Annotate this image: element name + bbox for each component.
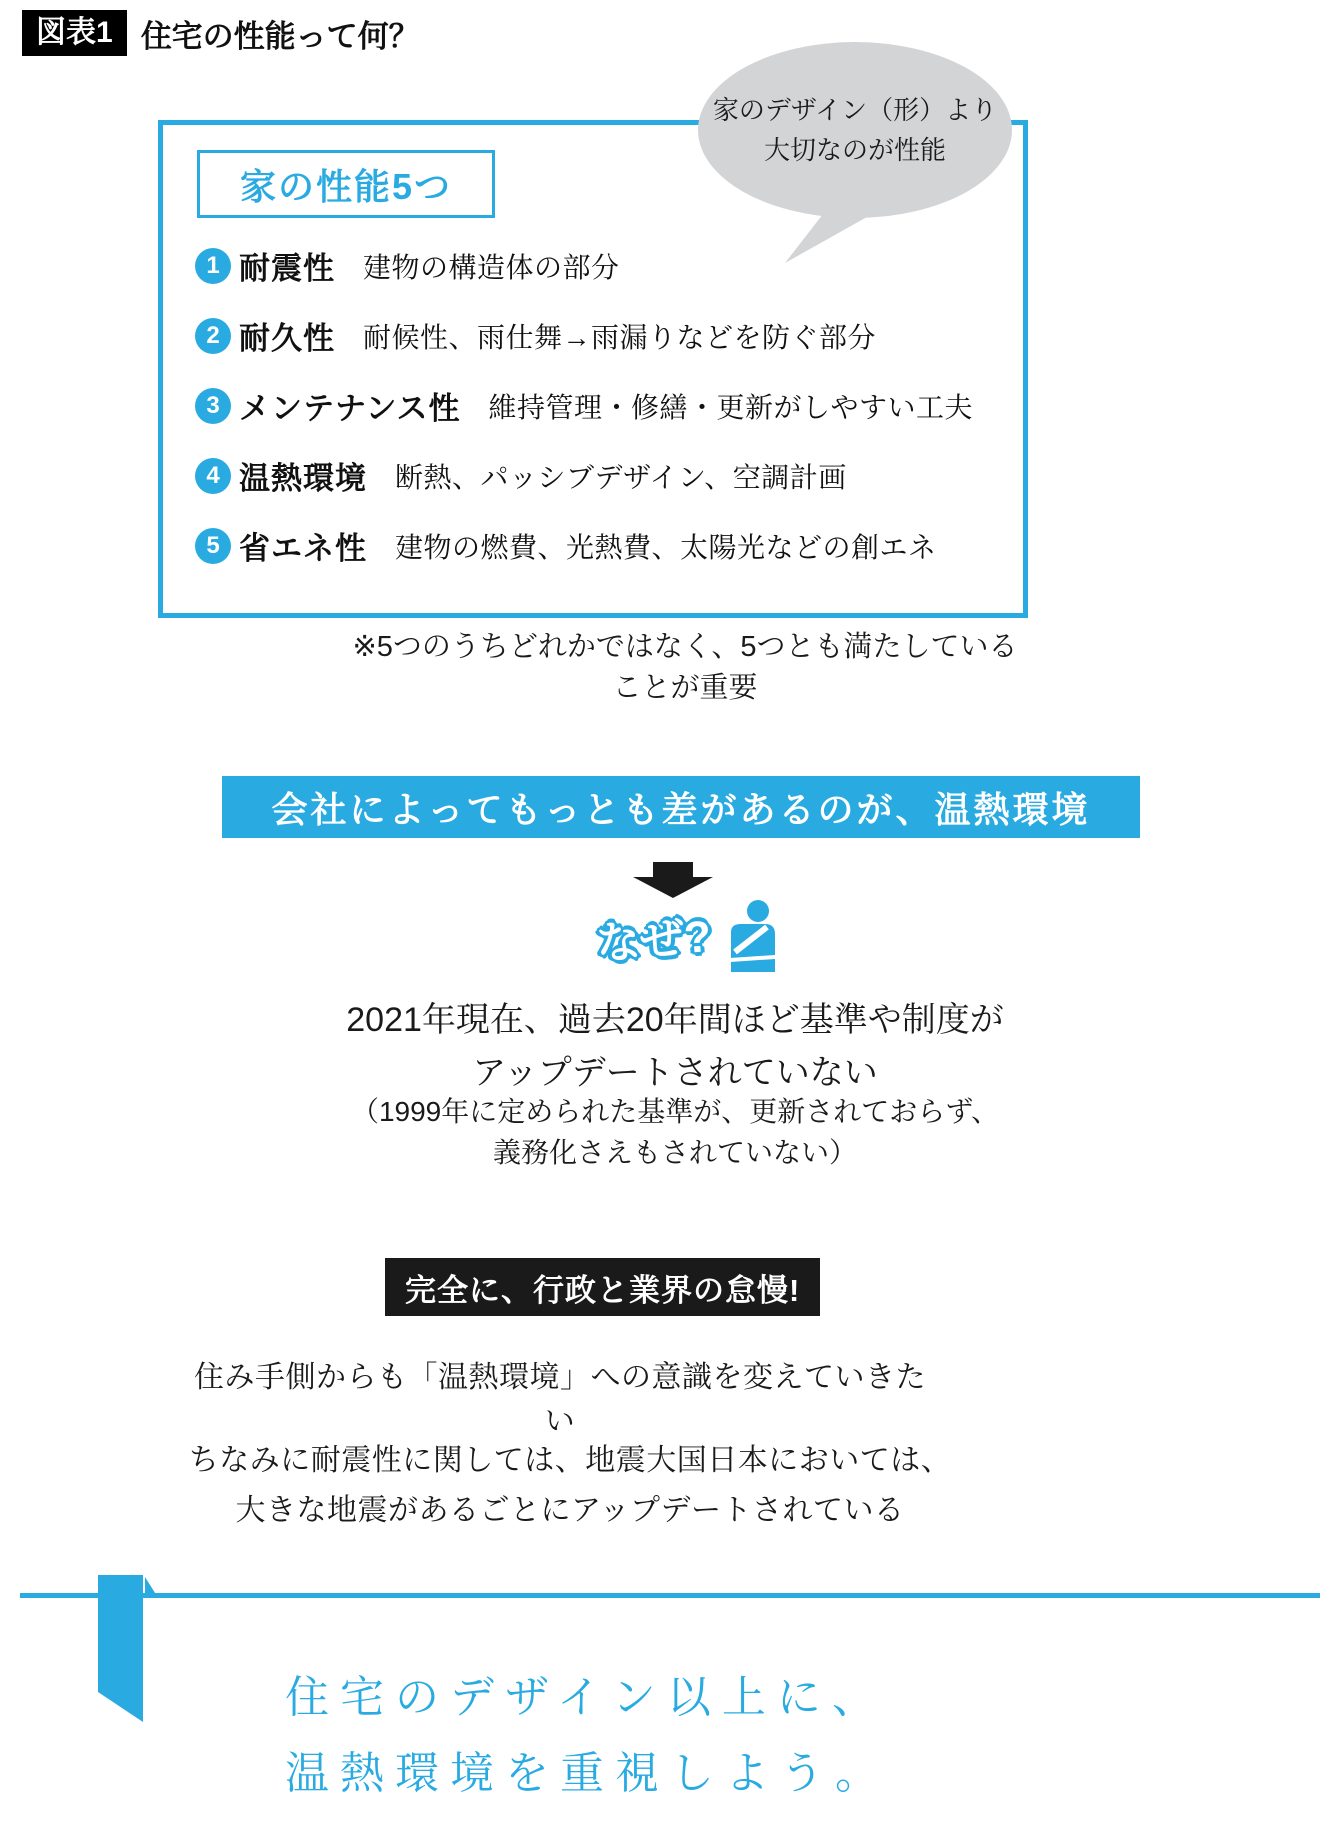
list-item bbox=[195, 243, 620, 288]
number-badge: 1 bbox=[195, 248, 231, 284]
figure-tag: 図表1 bbox=[22, 10, 127, 56]
thinking-person-icon bbox=[725, 900, 775, 972]
page-title: 住宅の性能って何？ bbox=[140, 18, 420, 54]
item-term: 耐震性 bbox=[239, 251, 335, 286]
item-description: 建物の構造体の部分 bbox=[363, 251, 620, 283]
number-badge: 4 bbox=[195, 458, 231, 494]
number-badge: 2 bbox=[195, 318, 231, 354]
down-arrow-icon bbox=[633, 862, 713, 898]
reason-text bbox=[245, 994, 1105, 1099]
paragraph-line: ちなみに耐震性に関しては、地震大国日本においては、 bbox=[188, 1444, 952, 1477]
item-term: 耐久性 bbox=[239, 321, 335, 356]
item-description: 維持管理・修繕・更新がしやすい工夫 bbox=[488, 391, 974, 423]
item-term: 省エネ性 bbox=[239, 531, 367, 566]
conclusion-line: 住宅のデザイン以上に、 bbox=[285, 1673, 887, 1722]
figure-header bbox=[22, 10, 420, 56]
list-item bbox=[195, 523, 937, 568]
criticism-banner: 完全に、行政と業界の怠慢! bbox=[385, 1258, 820, 1316]
paragraph bbox=[180, 1436, 960, 1535]
why-row bbox=[596, 900, 775, 972]
paragraph-line: 大きな地震があるごとにアップデートされている bbox=[235, 1493, 905, 1527]
item-term: メンテナンス性 bbox=[239, 391, 461, 426]
reason-paren-line: 義務化さえもされていない） bbox=[492, 1136, 857, 1168]
conclusion-text bbox=[285, 1660, 890, 1811]
why-label: なぜ? bbox=[594, 912, 713, 969]
reason-parenthetical bbox=[245, 1092, 1105, 1173]
item-description: 建物の燃費、光熱費、太陽光などの創エネ bbox=[395, 531, 937, 563]
number-badge: 5 bbox=[195, 528, 231, 564]
list-item bbox=[195, 313, 876, 358]
reason-line: アップデートされていない bbox=[472, 1053, 878, 1092]
item-description: 断熱、パッシブデザイン、空調計画 bbox=[395, 461, 847, 493]
note-text: ※5つのうちどれかではなく、5つとも満たしていることが重要 bbox=[352, 631, 1018, 704]
speech-bubble bbox=[698, 42, 1012, 218]
speech-bubble-line: 大切なのが性能 bbox=[763, 135, 946, 165]
list-item bbox=[195, 383, 973, 428]
bookmark-ribbon bbox=[95, 1572, 165, 1727]
item-term: 温熱環境 bbox=[239, 461, 367, 496]
item-description: 耐候性、雨仕舞→雨漏りなどを防ぐ部分 bbox=[363, 321, 877, 353]
reason-line: 2021年現在、過去20年間ほど基準や制度が bbox=[346, 1001, 1004, 1039]
conclusion-line: 温熱環境を重視しよう。 bbox=[285, 1748, 890, 1798]
divider-line bbox=[20, 1593, 1320, 1598]
paragraph: 住み手側からも「温熱環境」への意識を変えていきたい bbox=[194, 1361, 926, 1438]
speech-bubble-line: 家のデザイン（形）より bbox=[712, 94, 998, 125]
number-badge: 3 bbox=[195, 388, 231, 424]
highlight-banner: 会社によってもっとも差があるのが、温熱環境 bbox=[222, 776, 1140, 838]
performance-box-heading: 家の性能5つ bbox=[197, 150, 495, 218]
list-item bbox=[195, 453, 847, 498]
reason-paren-line: （1999年に定められた基準が、更新されておらず、 bbox=[350, 1096, 1000, 1127]
